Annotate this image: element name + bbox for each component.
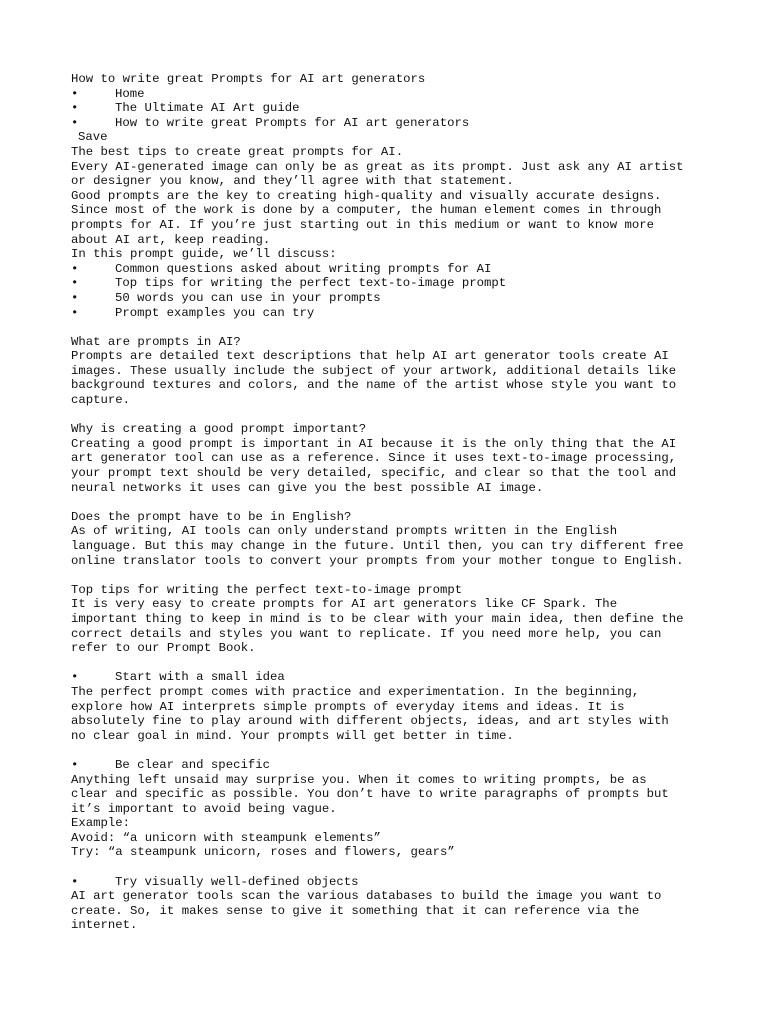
section-small-idea <box>71 670 711 743</box>
bullet-icon: • <box>71 86 79 101</box>
tip-heading <box>71 670 711 685</box>
tip-heading-text: Start with a small idea <box>115 670 285 685</box>
list-item-text: Common questions asked about writing prompts for AI <box>115 261 492 276</box>
bullet-icon: • <box>71 115 79 130</box>
tip-heading-text: Be clear and specific <box>115 757 270 772</box>
section-why-important <box>71 422 711 495</box>
text-line: language. But this may change in the future. Until then, you can try different free <box>71 539 684 553</box>
bullet-icon: • <box>71 874 79 889</box>
text-line: refer to our Prompt Book. <box>71 641 256 656</box>
save-button[interactable]: Save <box>78 130 108 145</box>
text-line: Try: “a steampunk unicorn, roses and flowers, gears” <box>71 845 455 860</box>
text-line: about AI art, keep reading. <box>71 232 271 247</box>
tip-heading <box>71 875 711 890</box>
text-line: As of writing, AI tools can only understand prompts written in the English <box>71 524 618 539</box>
spacer <box>71 656 711 671</box>
bullet-icon: • <box>71 670 79 685</box>
text-line: neural networks it uses can give you the best possible AI image. <box>71 480 544 495</box>
tip-heading-text: Try visually well-defined objects <box>115 874 359 889</box>
page-subtitle: The best tips to create great prompts for AI. <box>71 144 404 159</box>
bullet-icon: • <box>71 276 79 291</box>
bullet-icon: • <box>71 290 79 305</box>
text-line: Anything left unsaid may surprise you. When it comes to writing prompts, be as <box>71 772 647 787</box>
text-line: Prompts are detailed text descriptions that help AI art generator tools create AI <box>71 349 669 364</box>
bullet-icon: • <box>71 101 79 116</box>
text-line: absolutely fine to play around with different objects, ideas, and art styles with <box>71 714 669 729</box>
text-line: Avoid: “a unicorn with steampunk elements” <box>71 830 381 845</box>
list-item-text: 50 words you can use in your prompts <box>115 290 381 305</box>
breadcrumb-item[interactable] <box>71 116 711 131</box>
document-page <box>71 72 711 933</box>
text-line: Every AI-generated image can only be as great as its prompt. Just ask any AI artist <box>71 159 684 174</box>
intro-paragraph <box>71 160 711 262</box>
section-heading: What are prompts in AI? <box>71 334 241 349</box>
text-line: create. So, it makes sense to give it something that it can reference via the <box>71 903 640 918</box>
text-line: Creating a good prompt is important in AI because it is the only thing that the AI <box>71 436 677 451</box>
section-top-tips <box>71 583 711 656</box>
spacer <box>71 568 711 583</box>
bullet-icon: • <box>71 757 79 772</box>
section-visual-objects <box>71 875 711 933</box>
list-item <box>71 276 711 291</box>
bullet-icon: • <box>71 305 79 320</box>
document-title: How to write great Prompts for AI art generators <box>71 72 426 86</box>
text-line: correct details and styles you want to replicate. If you need more help, you can <box>71 626 662 641</box>
text-line: background textures and colors, and the name of the artist whose style you want to <box>71 378 677 393</box>
spacer <box>71 743 711 758</box>
text-line: Since most of the work is done by a computer, the human element comes in through <box>71 203 662 218</box>
text-line: Good prompts are the key to creating high-quality and visually accurate designs. <box>71 188 662 203</box>
section-heading: Does the prompt have to be in English? <box>71 509 352 524</box>
discuss-list <box>71 262 711 320</box>
text-line: art generator tool can use as a reference. Since it uses text-to-image processing, <box>71 451 677 466</box>
section-english <box>71 510 711 568</box>
section-clear-specific <box>71 758 711 860</box>
text-line: In this prompt guide, we’ll discuss: <box>71 247 337 262</box>
text-line: your prompt text should be very detailed, specific, and clear so that the tool and <box>71 466 677 481</box>
list-item-text: Prompt examples you can try <box>115 305 315 320</box>
text-line: it’s important to avoid being vague. <box>71 801 337 816</box>
text-line: clear and specific as possible. You don’t have to write paragraphs of prompts but <box>71 787 669 802</box>
breadcrumb-guide-link[interactable]: The Ultimate AI Art guide <box>115 101 300 116</box>
text-line: capture. <box>71 393 131 408</box>
tip-heading <box>71 758 711 773</box>
text-line: Example: <box>71 816 131 831</box>
spacer <box>71 860 711 875</box>
section-heading: Top tips for writing the perfect text-to-image prompt <box>71 582 463 597</box>
breadcrumb-item[interactable] <box>71 101 711 116</box>
text-line: AI art generator tools scan the various databases to build the image you want to <box>71 889 662 904</box>
list-item <box>71 262 711 277</box>
text-line: online translator tools to convert your prompts from your mother tongue to English. <box>71 553 684 568</box>
text-line: prompts for AI. If you’re just starting out in this medium or want to know more <box>71 217 654 232</box>
bullet-icon: • <box>71 261 79 276</box>
breadcrumb-home-link[interactable]: Home <box>115 86 145 101</box>
list-item-text: Top tips for writing the perfect text-to-image prompt <box>115 276 507 291</box>
list-item <box>71 306 711 321</box>
text-line: images. These usually include the subject of your artwork, additional details like <box>71 363 677 378</box>
text-line: internet. <box>71 918 138 933</box>
spacer <box>71 408 711 423</box>
text-line: no clear goal in mind. Your prompts will get better in time. <box>71 728 514 743</box>
text-line: The perfect prompt comes with practice and experimentation. In the beginning, <box>71 684 640 699</box>
spacer <box>71 320 711 335</box>
breadcrumb-current-page[interactable]: How to write great Prompts for AI art generators <box>115 115 470 130</box>
section-heading: Why is creating a good prompt important? <box>71 422 367 437</box>
list-item <box>71 291 711 306</box>
text-line: important thing to keep in mind is to be clear with your main idea, then define the <box>71 611 684 626</box>
text-line: It is very easy to create prompts for AI art generators like CF Spark. The <box>71 597 618 612</box>
text-line: or designer you know, and they’ll agree with that statement. <box>71 174 514 189</box>
section-what-are-prompts <box>71 335 711 408</box>
text-line: explore how AI interprets simple prompts of everyday items and ideas. It is <box>71 699 625 714</box>
spacer <box>71 495 711 510</box>
breadcrumb-item[interactable] <box>71 87 711 102</box>
breadcrumb <box>71 87 711 131</box>
